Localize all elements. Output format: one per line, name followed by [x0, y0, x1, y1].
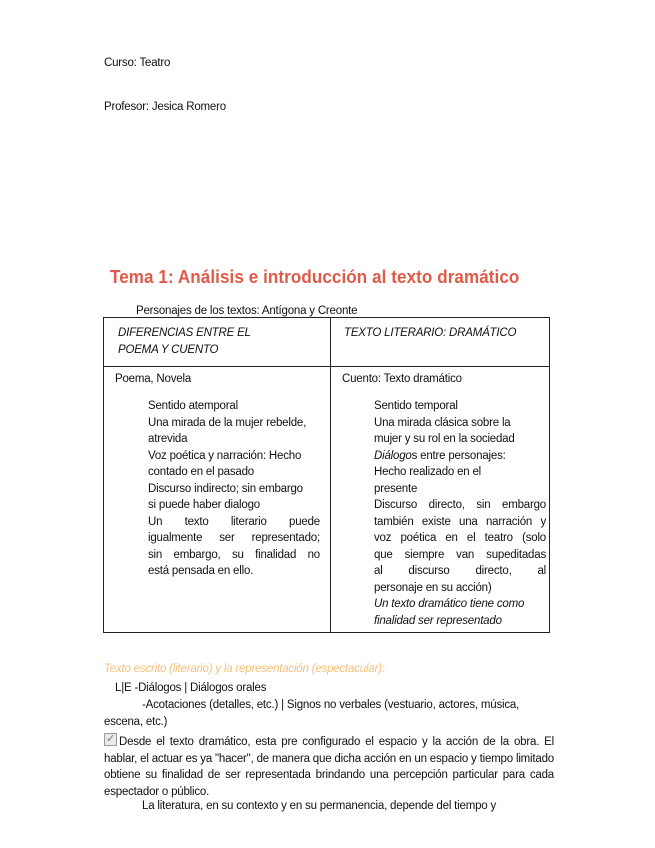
list-item: al discurso directo, al — [374, 565, 546, 577]
paragraph-literature: La literatura, en su contexto y en su permanencia, depende del tiempo y — [142, 800, 497, 812]
checkbox-icon[interactable] — [104, 733, 117, 746]
list-item: si puede haber dialogo — [148, 499, 260, 511]
left-column-list — [148, 398, 320, 580]
list-item: está pensada en ello. — [148, 565, 254, 577]
list-item: voz poética en el teatro (solo — [374, 532, 546, 544]
list-item: Un texto dramático tiene como — [374, 598, 525, 610]
list-item: Voz poética y narración: Hecho — [148, 449, 302, 462]
right-column-list — [374, 398, 546, 629]
comparison-table — [103, 317, 550, 633]
list-item: Discurso directo, sin embargo — [374, 499, 546, 511]
characters-caption: Personajes de los textos: Antígona y Creonte — [136, 305, 358, 317]
section-subheading: Texto escrito (literario) y la representación (espectacular): — [104, 663, 385, 675]
list-item: Hecho realizado en el — [374, 466, 482, 478]
list-item: también existe una narración y — [374, 515, 546, 528]
teacher-label: Profesor: Jesica Romero — [104, 101, 226, 113]
right-column-intro: Cuento: Texto dramático — [342, 373, 462, 385]
list-item: atrevida — [148, 433, 188, 445]
dialogue-italic: Diálogo — [374, 449, 412, 462]
list-item: Sentido atemporal — [148, 400, 238, 412]
list-item: personaje en su acción) — [374, 581, 492, 594]
list-item: finalidad ser representado — [374, 614, 502, 627]
table-header-right: TEXTO LITERARIO: DRAMÁTICO — [344, 327, 517, 339]
paragraph-dramatic-text: ✓Desde el texto dramático, esta pre configurado el espacio y la acción de la obra. El hablar, el actuar es ya "hacer", de manera que dicha acción en un espacio y tiempo limitado obtiene su finalidad de ser representada brindando una percepción particular para cada espectador o público. — [104, 733, 554, 800]
list-item: Una mirada clásica sobre la — [374, 416, 511, 429]
list-item: contado en el pasado — [148, 466, 254, 478]
list-item: Discurso indirecto; sin embargo — [148, 482, 303, 495]
table-header-divider — [104, 366, 549, 367]
list-item: que siempre van supeditadas — [374, 548, 546, 561]
table-header-left: DIFERENCIAS ENTRE EL POEMA Y CUENTO — [118, 327, 251, 356]
page-title: Tema 1: Análisis e introducción al texto dramático — [110, 266, 520, 287]
list-item: igualmente ser representado; — [148, 532, 320, 544]
left-column-intro: Poema, Novela — [115, 373, 192, 385]
list-item: presente — [374, 482, 418, 495]
list-item: mujer y su rol en la sociedad — [374, 433, 515, 445]
list-item: Sentido temporal — [374, 400, 458, 412]
list-item: Diálogos entre personajes: — [374, 449, 506, 462]
dialogs-line: L|E -Diálogos | Diálogos orales — [115, 682, 267, 694]
list-item: Un texto literario puede — [148, 515, 320, 528]
acotaciones-paragraph: -Acotaciones (detalles, etc.) | Signos no verbales (vestuario, actores, música, escena, etc.) — [104, 699, 520, 728]
list-item: sin embargo, su finalidad no — [148, 548, 320, 561]
list-item: Una mirada de la mujer rebelde, — [148, 416, 307, 429]
course-label: Curso: Teatro — [104, 57, 171, 69]
